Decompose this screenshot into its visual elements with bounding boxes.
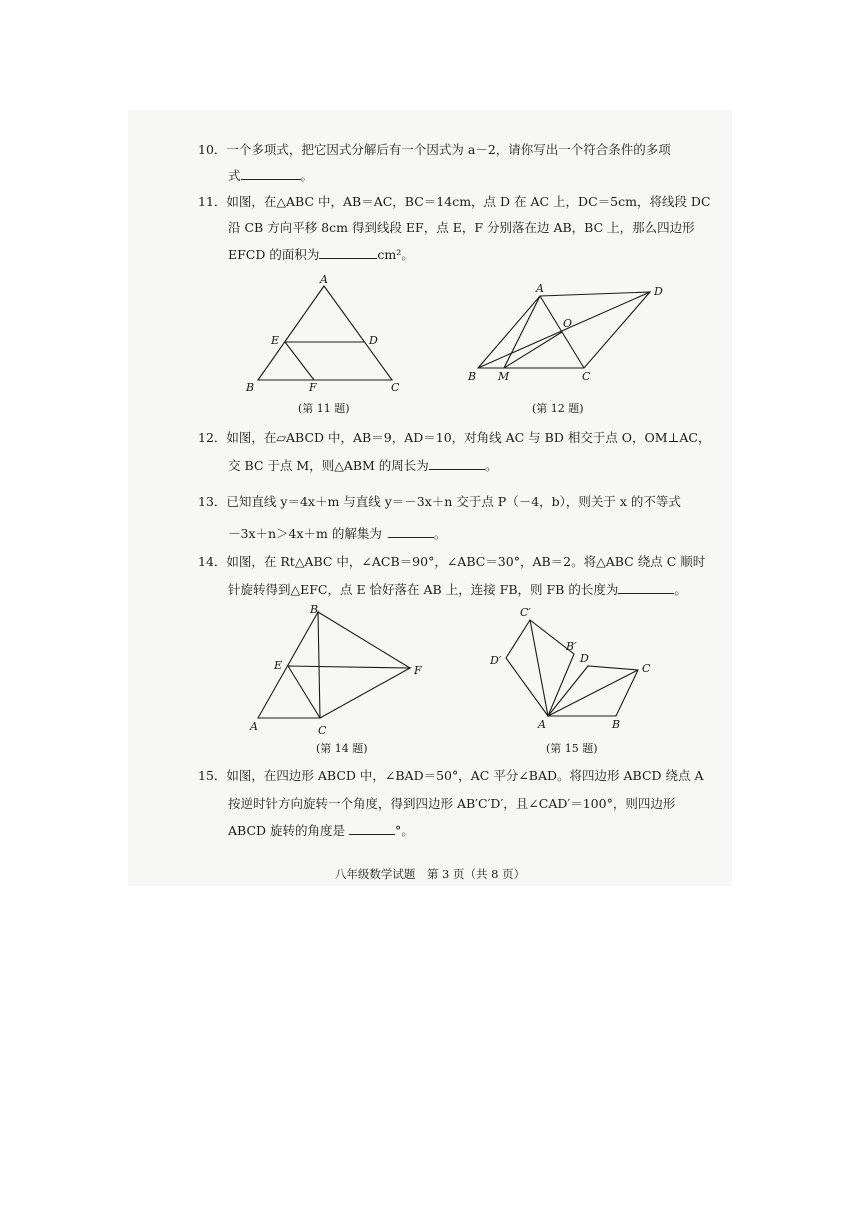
figure-11-caption: (第 11 题) (298, 402, 350, 415)
triangle-abc (258, 286, 392, 380)
question-number: 11． (198, 194, 227, 209)
answer-blank[interactable] (429, 456, 485, 470)
figure-14-triangles (244, 602, 434, 738)
label-d: D (654, 285, 663, 298)
question-15-line-3 (228, 817, 414, 844)
diagonal-ac (548, 670, 638, 716)
question-text: 交 BC 于点 M，则△ABM 的周长为 (228, 458, 429, 473)
figure-15-caption: (第 15 题) (546, 742, 598, 755)
label-d: D (369, 334, 378, 347)
answer-blank[interactable] (241, 166, 301, 180)
question-number: 13． (198, 494, 227, 509)
question-13-line-2 (228, 520, 446, 547)
question-number: 15． (198, 768, 227, 783)
label-a: A (320, 273, 328, 286)
question-text: °。 (395, 823, 414, 838)
figure-15-rotation (484, 602, 664, 738)
question-15 (198, 762, 704, 789)
label-b: B (468, 370, 477, 383)
label-b: B (246, 381, 255, 394)
quadrilateral-ab1c1d1 (506, 620, 574, 716)
figure-12-parallelogram (462, 282, 682, 392)
label-a: A (538, 718, 546, 731)
question-number: 10． (198, 142, 227, 157)
question-text: 如图，在四边形 ABCD 中，∠BAD＝50°，AC 平分∠BAD。将四边形 ABCD 绕点 A (226, 768, 704, 783)
question-text: cm²。 (377, 247, 414, 262)
question-12-line-2 (228, 452, 497, 479)
label-d: D (580, 652, 589, 665)
label-c: C (582, 370, 591, 383)
question-text: 如图，在 Rt△ABC 中，∠ACB＝90°，∠ABC＝30°，AB＝2。将△ABC 绕点 C 顺时 (226, 554, 706, 569)
label-a: A (250, 720, 258, 733)
question-number: 12． (198, 430, 227, 445)
answer-blank[interactable] (349, 821, 395, 835)
label-a: A (536, 282, 544, 295)
question-text: 按逆时针方向旋转一个角度，得到四边形 AB′C′D′，且∠CAD′＝100°，则四边形 (228, 796, 676, 811)
label-b1: B′ (566, 640, 577, 653)
segment-ef (285, 342, 314, 380)
question-text: 已知直线 y＝4x＋m 与直线 y＝－3x＋n 交于点 P（－4，b），则关于 x 的不等式 (226, 494, 681, 509)
label-f: F (309, 381, 317, 394)
label-c1: C′ (520, 606, 531, 619)
question-text: －3x＋n＞4x＋m 的解集为 (228, 526, 382, 541)
question-14-line-2 (228, 576, 687, 603)
label-e: E (274, 659, 283, 672)
question-text: EFCD 的面积为 (228, 247, 320, 262)
label-c: C (642, 662, 651, 675)
label-f: F (414, 664, 422, 677)
question-10-line-2 (228, 162, 313, 189)
diagonal-bd (478, 292, 650, 368)
figure-14-caption: (第 14 题) (316, 742, 368, 755)
question-13 (198, 488, 681, 515)
page-footer: 八年级数学试题 第 3 页（共 8 页） (334, 867, 526, 881)
question-text: 。 (433, 526, 447, 541)
question-11-line-2 (228, 214, 695, 241)
question-text: 如图，在▱ABCD 中，AB＝9，AD＝10，对角线 AC 与 BD 相交于点 O，OM⊥AC， (226, 430, 711, 445)
segment-fb (318, 612, 410, 668)
question-text: 。 (674, 582, 687, 597)
question-14 (198, 548, 705, 575)
question-text: 。 (484, 458, 498, 473)
label-b: B (612, 718, 621, 731)
question-number: 14． (198, 554, 227, 569)
question-text: 沿 CB 方向平移 8cm 得到线段 EF，点 E，F 分别落在边 AB，BC 上，那么四边形 (228, 220, 695, 235)
question-text: ABCD 旋转的角度是 (228, 823, 346, 838)
question-10 (198, 136, 671, 163)
question-15-line-2 (228, 790, 675, 817)
question-11 (198, 188, 711, 215)
figure-12-caption: (第 12 题) (532, 402, 584, 415)
label-c: C (318, 724, 327, 737)
question-text: 。 (300, 168, 314, 183)
question-11-line-3 (228, 241, 414, 268)
answer-blank[interactable] (618, 580, 674, 594)
question-text: 针旋转得到△EFC，点 E 恰好落在 AB 上，连接 FB，则 FB 的长度为 (228, 582, 619, 597)
label-e: E (271, 334, 280, 347)
label-m: M (498, 370, 510, 383)
label-b: B (310, 603, 319, 616)
label-d1: D′ (490, 654, 502, 667)
answer-blank[interactable] (388, 524, 434, 538)
label-c: C (391, 381, 400, 394)
figure-11-triangle (240, 272, 420, 398)
question-text: 一个多项式，把它因式分解后有一个因式为 a－2，请你写出一个符合条件的多项 (226, 142, 671, 157)
diagonal-ac1 (530, 620, 548, 716)
question-text: 式 (228, 168, 241, 183)
answer-blank[interactable] (319, 245, 377, 259)
question-text: 如图，在△ABC 中，AB＝AC，BC＝14cm，点 D 在 AC 上，DC＝5cm，将线段 DC (226, 194, 711, 209)
label-o: O (563, 317, 573, 330)
question-12 (198, 424, 710, 451)
triangle-efc (288, 666, 410, 718)
